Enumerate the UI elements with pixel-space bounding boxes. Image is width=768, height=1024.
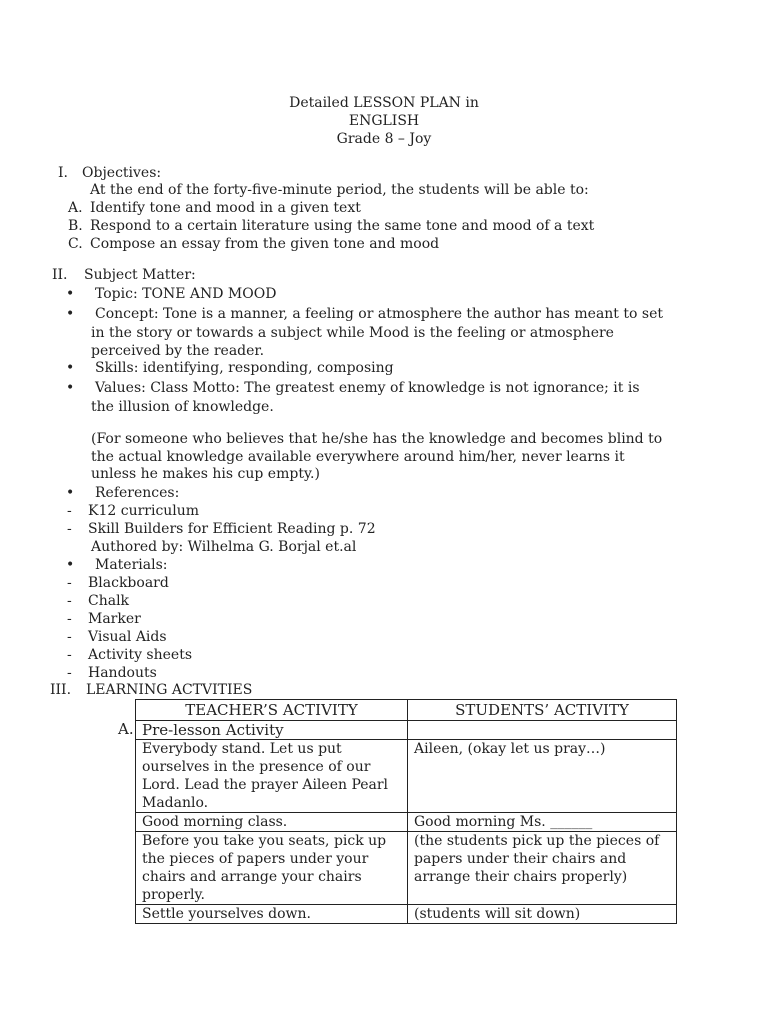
students-activity-header: STUDENTS’ ACTIVITY — [408, 700, 677, 721]
table-header-row — [136, 700, 677, 721]
note-line: unless he makes his cup empty.) — [91, 466, 320, 482]
students-cell: Aileen, (okay let us pray…) — [408, 740, 677, 813]
objective-text: Respond to a certain literature using the same tone and mood of a text — [90, 218, 595, 234]
dash-icon: - — [67, 575, 72, 591]
objective-letter: A. — [68, 200, 83, 216]
bullet-icon: • — [66, 360, 75, 376]
material-item: Chalk — [88, 593, 130, 609]
table-row — [136, 721, 677, 740]
empty-cell — [408, 721, 677, 740]
dash-icon: - — [67, 665, 72, 681]
section-numeral: III. — [50, 682, 72, 698]
bullet-icon: • — [66, 485, 75, 501]
bullet-icon: • — [66, 557, 75, 573]
reference-item: K12 curriculum — [88, 503, 200, 519]
topic-text: Topic: TONE AND MOOD — [95, 286, 277, 302]
teacher-activity-header: TEACHER’S ACTIVITY — [136, 700, 408, 721]
teacher-cell: Before you take you seats, pick up the pieces of papers under your chairs and arrange your chairs properly. — [136, 832, 408, 905]
document-title — [0, 94, 768, 148]
values-line: the illusion of knowledge. — [91, 399, 274, 415]
dash-icon: - — [67, 593, 72, 609]
title-line-3: Grade 8 – Joy — [336, 131, 432, 147]
teacher-cell: Good morning class. — [136, 813, 408, 832]
dash-icon: - — [67, 647, 72, 663]
note-line: the actual knowledge available everywhere around him/her, never learns it — [91, 449, 625, 465]
objective-text: Compose an essay from the given tone and mood — [90, 236, 440, 252]
teacher-cell: Settle yourselves down. — [136, 905, 408, 924]
material-item: Marker — [88, 611, 141, 627]
objective-letter: B. — [68, 218, 83, 234]
note-line: (For someone who believes that he/she has the knowledge and becomes blind to — [91, 431, 663, 447]
section-numeral: II. — [52, 267, 68, 283]
activity-table — [135, 699, 677, 924]
material-item: Visual Aids — [88, 629, 167, 645]
title-line-2: ENGLISH — [348, 113, 420, 129]
objective-text: Identify tone and mood in a given text — [90, 200, 361, 216]
dash-icon: - — [67, 629, 72, 645]
objectives-intro: At the end of the forty-five-minute period, the students will be able to: — [90, 182, 589, 198]
concept-line: perceived by the reader. — [91, 343, 265, 359]
subject-matter-heading: Subject Matter: — [84, 267, 196, 283]
section-numeral: I. — [58, 165, 68, 181]
students-cell: (the students pick up the pieces of papers under their chairs and arrange their chairs properly) — [408, 832, 677, 905]
table-row — [136, 832, 677, 905]
students-cell: Good morning Ms. ______ — [408, 813, 677, 832]
table-row — [136, 740, 677, 813]
references-heading: References: — [95, 485, 180, 501]
teacher-cell: Everybody stand. Let us put ourselves in the presence of our Lord. Lead the prayer Aileen Pearl Madanlo. — [136, 740, 408, 813]
concept-line: in the story or towards a subject while Mood is the feeling or atmosphere — [91, 325, 614, 341]
values-line: Values: Class Motto: The greatest enemy of knowledge is not ignorance; it is — [95, 380, 640, 396]
reference-item: Skill Builders for Efficient Reading p. 72 — [88, 521, 376, 537]
material-item: Blackboard — [88, 575, 169, 591]
authored-text: Authored by: Wilhelma G. Borjal et.al — [91, 539, 357, 555]
objectives-heading: Objectives: — [82, 165, 162, 181]
section-letter: A. — [118, 720, 134, 738]
skills-text: Skills: identifying, responding, composing — [95, 360, 394, 376]
dash-icon: - — [67, 503, 72, 519]
bullet-icon: • — [66, 286, 75, 302]
pre-lesson-label: Pre-lesson Activity — [136, 721, 408, 740]
objective-letter: C. — [68, 236, 83, 252]
bullet-icon: • — [66, 380, 75, 396]
material-item: Handouts — [88, 665, 157, 681]
table-row — [136, 905, 677, 924]
materials-heading: Materials: — [95, 557, 168, 573]
learning-activities-heading: LEARNING ACTVITIES — [86, 682, 253, 698]
dash-icon: - — [67, 611, 72, 627]
concept-line: Concept: Tone is a manner, a feeling or atmosphere the author has meant to set — [95, 306, 663, 322]
bullet-icon: • — [66, 306, 75, 322]
table-row — [136, 813, 677, 832]
students-cell: (students will sit down) — [408, 905, 677, 924]
material-item: Activity sheets — [88, 647, 193, 663]
dash-icon: - — [67, 521, 72, 537]
title-line-1: Detailed LESSON PLAN in — [289, 95, 479, 111]
